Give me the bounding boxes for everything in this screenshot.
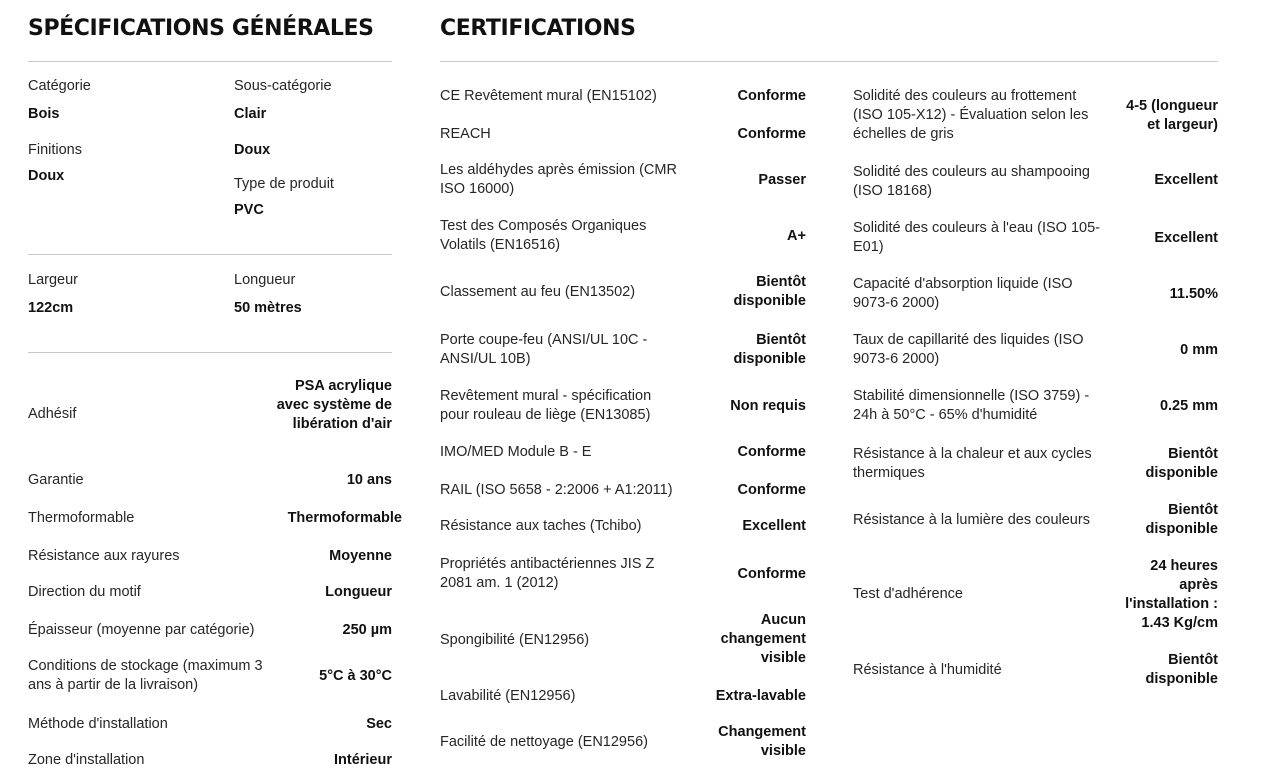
certifications-title: CERTIFICATIONS xyxy=(440,16,636,41)
cert-label: Test d'adhérence xyxy=(853,586,963,602)
cert-label: Revêtement mural - spécification pour rouleau de liège (EN13085) xyxy=(440,388,652,423)
spec-row-label: Résistance aux rayures xyxy=(28,548,180,564)
cert-label: CE Revêtement mural (EN15102) xyxy=(440,88,657,104)
cert-label: Solidité des couleurs au shampooing (ISO 18168) xyxy=(853,164,1090,199)
cert-value: Non requis xyxy=(730,398,806,414)
finitions-label: Finitions xyxy=(28,142,82,158)
cert-label: Facilité de nettoyage (EN12956) xyxy=(440,734,648,750)
cert-label: Propriétés antibactériennes JIS Z 2081 am. 1 (2012) xyxy=(440,556,655,591)
cert-value: 24 heures après l'installation : 1.43 Kg/cm xyxy=(1125,558,1218,631)
largeur-value: 122cm xyxy=(28,300,74,316)
cert-label: Porte coupe-feu (ANSI/UL 10C - ANSI/UL 10B) xyxy=(440,332,648,367)
spec-row-label: Direction du motif xyxy=(28,584,141,600)
cert-value: 4-5 (longueur et largeur) xyxy=(1126,98,1218,133)
cert-value: Conforme xyxy=(737,126,806,142)
spec-row-label: Adhésif xyxy=(28,406,77,422)
divider xyxy=(440,61,1218,62)
spec-row-value: Intérieur xyxy=(333,752,392,768)
cert-label: IMO/MED Module B - E xyxy=(440,444,592,460)
longueur-value: 50 mètres xyxy=(234,300,302,316)
cert-value: Bientôt disponible xyxy=(1145,446,1218,481)
sous-categorie-value: Clair xyxy=(234,106,267,122)
sous-categorie-label: Sous-catégorie xyxy=(234,78,332,94)
cert-label: Résistance à l'humidité xyxy=(853,662,1002,678)
cert-label: Stabilité dimensionnelle (ISO 3759) - 24h à 50°C - 65% d'humidité xyxy=(853,388,1090,423)
spec-row-label: Zone d'installation xyxy=(28,752,145,768)
cert-label: Lavabilité (EN12956) xyxy=(440,688,576,704)
categorie-label: Catégorie xyxy=(28,78,91,94)
longueur-label: Longueur xyxy=(234,272,296,288)
spec-row-label: Conditions de stockage (maximum 3 ans à partir de la livraison) xyxy=(28,658,263,693)
cert-label: Solidité des couleurs à l'eau (ISO 105-E01) xyxy=(853,220,1100,255)
cert-value: Conforme xyxy=(737,88,806,104)
spec-row-value: 250 µm xyxy=(342,622,392,638)
cert-value: Aucun changement visible xyxy=(720,612,806,666)
cert-value: Bientôt disponible xyxy=(1145,652,1218,687)
cert-label: Capacité d'absorption liquide (ISO 9073-6 2000) xyxy=(853,276,1073,311)
cert-value: A+ xyxy=(787,228,806,244)
cert-value: Bientôt disponible xyxy=(1145,502,1218,537)
cert-value: Excellent xyxy=(1154,172,1218,188)
cert-label: Classement au feu (EN13502) xyxy=(440,284,636,300)
cert-value: Bientôt disponible xyxy=(733,332,806,367)
cert-label: Taux de capillarité des liquides (ISO 9073-6 2000) xyxy=(853,332,1084,367)
spec-row-value: Longueur xyxy=(325,584,392,600)
cert-value: Bientôt disponible xyxy=(733,274,806,309)
type-produit-label: Type de produit xyxy=(234,176,334,192)
spec-row-label: Garantie xyxy=(28,472,84,488)
cert-value: Excellent xyxy=(742,518,806,534)
cert-value: 11.50% xyxy=(1169,286,1218,302)
cert-label: Solidité des couleurs au frottement (ISO 105-X12) - Évaluation selon les échelles de gris xyxy=(853,88,1089,142)
finitions-value: Doux xyxy=(28,168,65,184)
cert-label: Résistance aux taches (Tchibo) xyxy=(440,518,642,534)
cert-value: Conforme xyxy=(737,566,806,582)
cert-value: 0.25 mm xyxy=(1159,398,1218,414)
categorie-value: Bois xyxy=(28,106,60,122)
cert-label: Les aldéhydes après émission (CMR ISO 16000) xyxy=(440,162,677,197)
cert-label: Résistance à la lumière des couleurs xyxy=(853,512,1090,528)
spec-row-value: Sec xyxy=(366,716,392,732)
spec-row-value: Thermoformable xyxy=(287,510,402,526)
finitions-value-2: Doux xyxy=(234,142,271,158)
cert-label: Résistance à la chaleur et aux cycles thermiques xyxy=(853,446,1092,481)
spec-row-value: Moyenne xyxy=(329,548,392,564)
cert-value: Excellent xyxy=(1154,230,1218,246)
cert-value: Changement visible xyxy=(718,724,806,759)
spec-row-label: Thermoformable xyxy=(28,510,135,526)
cert-value: Passer xyxy=(758,172,806,188)
cert-value: 0 mm xyxy=(1180,342,1218,358)
spec-row-label: Méthode d'installation xyxy=(28,716,168,732)
divider xyxy=(28,254,392,255)
cert-value: Conforme xyxy=(737,482,806,498)
type-produit-value: PVC xyxy=(234,202,264,218)
spec-row-value: 5°C à 30°C xyxy=(319,668,392,684)
divider xyxy=(28,61,392,62)
spec-row-value: PSA acrylique avec système de libération d'air xyxy=(276,378,392,432)
cert-label: Test des Composés Organiques Volatils (EN16516) xyxy=(440,218,647,253)
cert-label: Spongibilité (EN12956) xyxy=(440,632,590,648)
divider xyxy=(28,352,392,353)
cert-value: Extra-lavable xyxy=(715,688,806,704)
spec-row-value: 10 ans xyxy=(346,472,392,488)
largeur-label: Largeur xyxy=(28,272,78,288)
spec-row-label: Épaisseur (moyenne par catégorie) xyxy=(28,622,255,638)
general-specs-title: SPÉCIFICATIONS GÉNÉRALES xyxy=(28,16,374,41)
cert-label: REACH xyxy=(440,126,491,142)
cert-label: RAIL (ISO 5658 - 2:2006 + A1:2011) xyxy=(440,482,673,498)
cert-value: Conforme xyxy=(737,444,806,460)
